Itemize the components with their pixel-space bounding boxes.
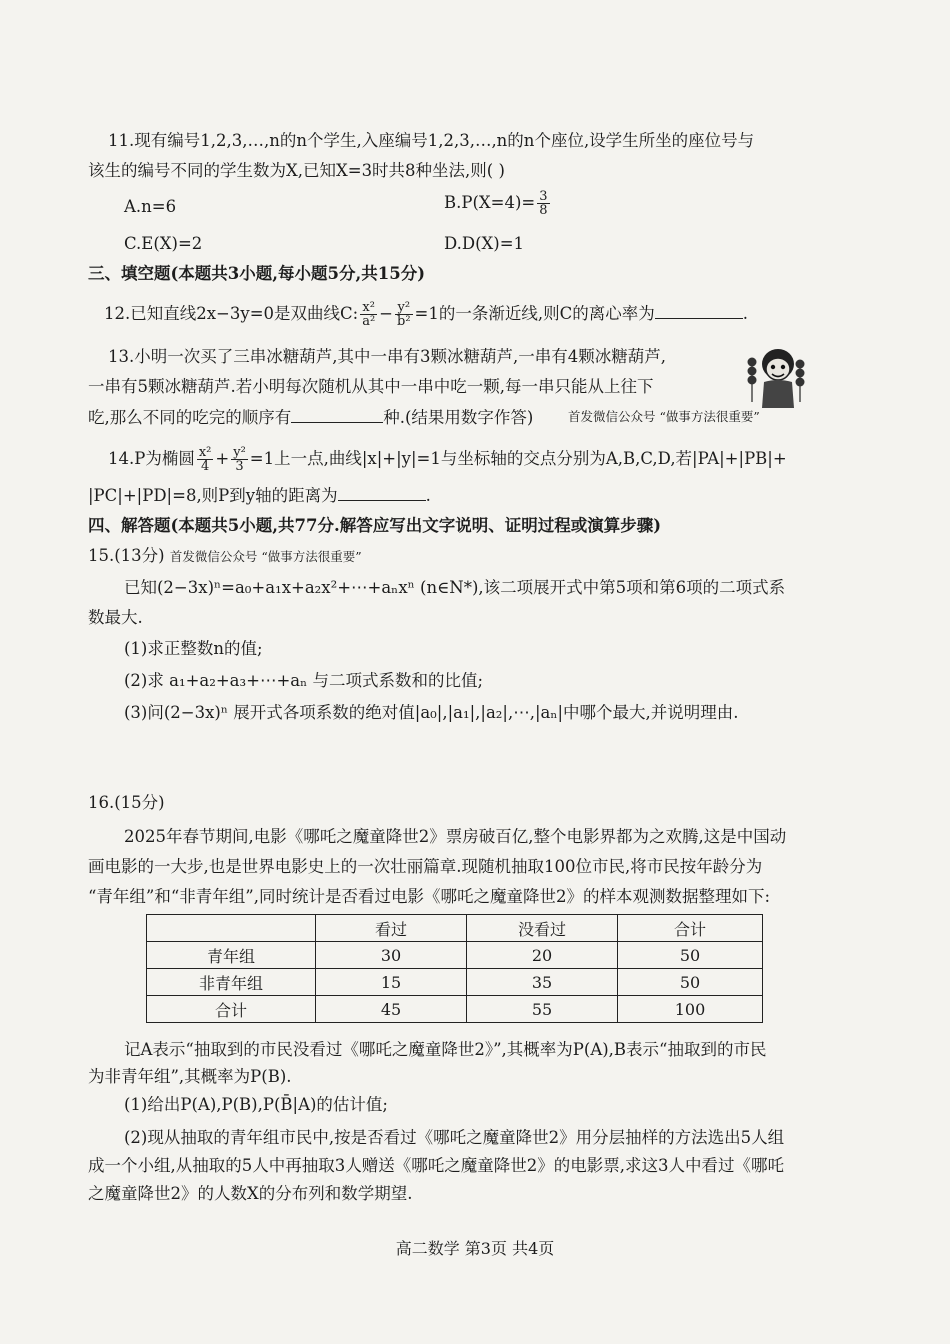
q11-line2: 该生的编号不同的学生数为X,已知X=3时共8种坐法,则( ) bbox=[88, 161, 505, 180]
fraction-numerator: 3 bbox=[539, 189, 548, 204]
q12-fraction-x bbox=[360, 301, 377, 328]
q11-option-d: D.D(X)=1 bbox=[444, 234, 525, 253]
q12-fraction-y bbox=[395, 301, 413, 328]
table-header-row bbox=[147, 915, 763, 942]
q15-watermark: 首发微信公众号 “做事方法很重要” bbox=[169, 549, 362, 564]
fraction-numerator: y² bbox=[395, 301, 413, 315]
fraction-numerator: x² bbox=[198, 445, 212, 460]
section-4-heading: 四、解答题(本题共5小题,共77分.解答应写出文字说明、证明过程或演算步骤) bbox=[88, 516, 662, 535]
q14-prefix: 14.P为椭圆 bbox=[108, 449, 195, 468]
table-header-cell bbox=[147, 915, 316, 942]
cartoon-kid-with-candied-haws-icon bbox=[740, 342, 810, 412]
q13-line3-start: 吃,那么不同的吃完的顺序有 bbox=[88, 408, 292, 427]
table-row bbox=[147, 996, 763, 1023]
fraction-denominator: b² bbox=[397, 314, 411, 329]
q14-line2-end: . bbox=[425, 486, 431, 505]
fraction-numerator: x² bbox=[360, 301, 377, 315]
table-cell: 50 bbox=[618, 942, 763, 969]
q11-option-a: A.n=6 bbox=[124, 197, 177, 216]
fraction-denominator: 4 bbox=[200, 459, 210, 474]
q14-fraction-x bbox=[197, 446, 214, 473]
q12-answer-blank bbox=[655, 302, 743, 319]
q15-head: 15.(13分) bbox=[88, 546, 165, 565]
q14-suffix: =1上一点,曲线|x|+|y|=1与坐标轴的交点分别为A,B,C,D,若|PA|+|PB|+ bbox=[249, 449, 787, 468]
page-footer: 高二数学 第3页 共4页 bbox=[395, 1239, 555, 1258]
q14-line1 bbox=[108, 446, 787, 473]
table-cell: 45 bbox=[316, 996, 467, 1023]
q11-option-c: C.E(X)=2 bbox=[124, 234, 203, 253]
q13-watermark: 首发微信公众号 “做事方法很重要” bbox=[568, 409, 760, 424]
fraction-denominator: 8 bbox=[539, 203, 548, 218]
q12-end: . bbox=[742, 304, 748, 323]
q11-line1: 11.现有编号1,2,3,…,n的n个学生,入座编号1,2,3,…,n的n个座位,设学生所坐的座位号与 bbox=[108, 131, 755, 150]
q14-line2 bbox=[88, 484, 431, 507]
q12-prefix: 12.已知直线2x−3y=0是双曲线C: bbox=[104, 304, 359, 323]
q16-part2-line2: 成一个小组,从抽取的5人中再抽取3人赠送《哪吒之魔童降世2》的电影票,求这3人中看过《哪吒 bbox=[88, 1156, 784, 1175]
q16-line3: “青年组”和“非青年组”,同时统计是否看过电影《哪吒之魔童降世2》的样本观测数据整理如下: bbox=[88, 887, 771, 906]
q13-line3-end: 种.(结果用数字作答) bbox=[383, 408, 534, 427]
q16-part1: (1)给出P(A),P(B),P(B̄|A)的估计值; bbox=[124, 1095, 388, 1114]
fraction-numerator: y² bbox=[233, 445, 246, 460]
q15-line1: 已知(2−3x)ⁿ=a₀+a₁x+a₂x²+⋯+aₙxⁿ (n∈N*),该二项展开式中第5项和第6项的二项式系 bbox=[124, 578, 786, 597]
q11-option-b-fraction bbox=[537, 190, 549, 217]
q15-part3: (3)问(2−3x)ⁿ 展开式各项系数的绝对值|a₀|,|a₁|,|a₂|,⋯,|aₙ|中哪个最大,并说明理由. bbox=[124, 703, 739, 722]
fraction-denominator: 3 bbox=[235, 459, 244, 474]
table-cell: 30 bbox=[316, 942, 467, 969]
q16-line2: 画电影的一大步,也是世界电影史上的一次壮丽篇章.现随机抽取100位市民,将市民按年龄分为 bbox=[88, 857, 763, 876]
table-cell: 50 bbox=[618, 969, 763, 996]
q11-option-b bbox=[444, 190, 552, 217]
q14-plus: + bbox=[215, 449, 230, 468]
table-header-cell: 看过 bbox=[316, 915, 467, 942]
q15-line2: 数最大. bbox=[88, 608, 143, 627]
q15-part2: (2)求 a₁+a₂+a₃+⋯+aₙ 与二项式系数和的比值; bbox=[124, 671, 484, 690]
q12-line bbox=[104, 301, 748, 328]
fraction-denominator: a² bbox=[362, 314, 376, 329]
q16-line1: 2025年春节期间,电影《哪吒之魔童降世2》票房破百亿,整个电影界都为之欢腾,这是中国动 bbox=[124, 827, 787, 846]
q11-option-b-prefix: B.P(X=4)= bbox=[444, 193, 536, 212]
section-3-heading: 三、填空题(本题共3小题,每小题5分,共15分) bbox=[88, 264, 426, 283]
q12-suffix: =1的一条渐近线,则C的离心率为 bbox=[414, 304, 655, 323]
table-cell: 35 bbox=[467, 969, 618, 996]
q14-line2-start: |PC|+|PD|=8,则P到y轴的距离为 bbox=[88, 486, 338, 505]
q16-part2-line3: 之魔童降世2》的人数X的分布列和数学期望. bbox=[88, 1184, 413, 1203]
q13-line3 bbox=[88, 406, 533, 429]
table-row bbox=[147, 969, 763, 996]
table-cell: 合计 bbox=[147, 996, 316, 1023]
q13-line1: 13.小明一次买了三串冰糖葫芦,其中一串有3颗冰糖葫芦,一串有4颗冰糖葫芦, bbox=[108, 347, 666, 366]
table-cell: 100 bbox=[618, 996, 763, 1023]
q15-part1: (1)求正整数n的值; bbox=[124, 639, 263, 658]
q14-answer-blank bbox=[338, 484, 426, 501]
table-row bbox=[147, 942, 763, 969]
table-cell: 15 bbox=[316, 969, 467, 996]
table-header-cell: 合计 bbox=[618, 915, 763, 942]
table-cell: 青年组 bbox=[147, 942, 316, 969]
table-cell: 非青年组 bbox=[147, 969, 316, 996]
table-cell: 55 bbox=[467, 996, 618, 1023]
q12-minus: − bbox=[379, 304, 393, 323]
q16-after2: 为非青年组”,其概率为P(B). bbox=[88, 1067, 292, 1086]
table-cell: 20 bbox=[467, 942, 618, 969]
q15-heading bbox=[88, 545, 362, 568]
q14-fraction-y bbox=[231, 446, 248, 473]
q16-part2-line1: (2)现从抽取的青年组市民中,按是否看过《哪吒之魔童降世2》用分层抽样的方法选出5人组 bbox=[124, 1128, 785, 1147]
table-header-cell: 没看过 bbox=[467, 915, 618, 942]
q16-after1: 记A表示“抽取到的市民没看过《哪吒之魔童降世2》”,其概率为P(A),B表示“抽取到的市民 bbox=[124, 1040, 767, 1059]
q13-line2: 一串有5颗冰糖葫芦.若小明每次随机从其中一串中吃一颗,每一串只能从上往下 bbox=[88, 377, 654, 396]
q16-data-table bbox=[146, 914, 763, 1023]
q16-heading: 16.(15分) bbox=[88, 793, 165, 812]
q13-answer-blank bbox=[291, 406, 383, 423]
